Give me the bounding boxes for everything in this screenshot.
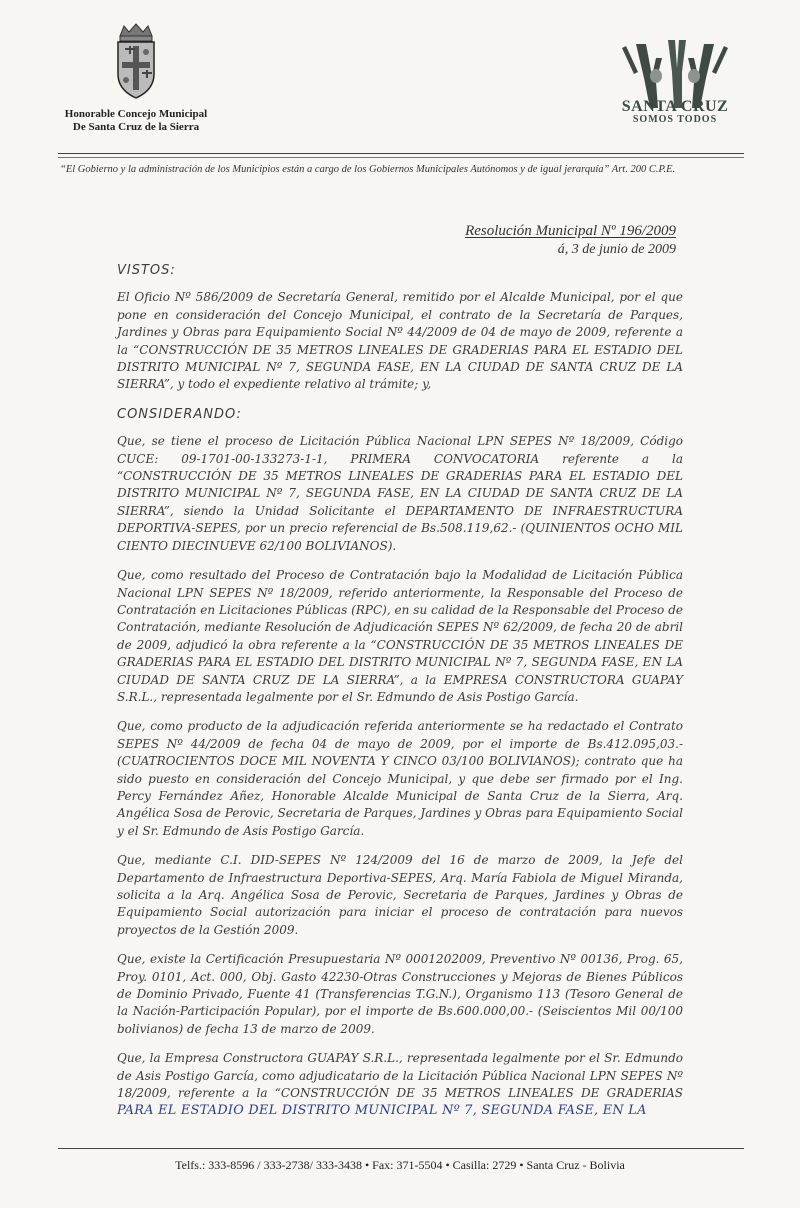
considerando-paragraph-last [117, 1050, 683, 1120]
footer-divider [58, 1148, 744, 1149]
council-name-line2: De Santa Cruz de la Sierra [72, 121, 200, 133]
brand-tagline: SOMOS TODOS [632, 114, 718, 125]
resolution-body [117, 262, 683, 1120]
last-paragraph-tail: PARA EL ESTADIO DEL DISTRITO MUNICIPAL Nº 7, SEGUNDA FASE, EN LA [117, 1103, 647, 1119]
considerando-paragraph: Que, se tiene el proceso de Licitación Pública Nacional LPN SEPES Nº 18/2009, Código CUCE: 09-1701-00-133273-1-1, PRIMERA CONVOCATORIA referente a la “CONSTRUCCIÓN DE 35 METROS LINEALES DE GRADERIAS PARA EL ESTADIO DEL DISTRITO MUNICIPAL Nº 7, SEGUNDA FASE, EN LA CIUDAD DE SANTA CRUZ DE LA SIERRA”, siendo la Unidad Solicitante el DEPARTAMENTO DE INFRAESTRUCTURA DEPORTIVA-SEPES, por un precio referencial de Bs.508.119,62.- (QUINIENTOS OCHO MIL CIENTO DIECINUEVE 62/100 BOLIVIANOS). [117, 434, 683, 553]
council-name [56, 108, 216, 134]
considerando-paragraph: Que, mediante C.I. DID-SEPES Nº 124/2009 del 16 de marzo de 2009, la Jefe del Departamento de Infraestructura Deportiva-SEPES, Arq. María Fabiola de Miguel Miranda, solicita a la Arq. Angélica Sosa de Perovic, Secretaria de Parques, Jardines y Obras de Equipamiento Social autorización para iniciar el proceso de contratación para nuevos proyectos de la Gestión 2009. [117, 853, 683, 937]
vistos-heading: VISTOS: [117, 263, 176, 278]
footer-contact: Telfs.: 333-8596 / 333-2738/ 333-3438 • Fax: 371-5504 • Casilla: 2729 • Santa Cruz - Bolivia [175, 1158, 625, 1172]
santa-cruz-logo [608, 38, 742, 125]
considerando-heading: CONSIDERANDO: [117, 406, 242, 422]
vistos-paragraph: El Oficio Nº 586/2009 de Secretaría General, remitido por el Alcalde Municipal, por el que pone en consideración del Concejo Municipal, el contrato de la Secretaría de Parques, Jardines y Obras para Equipamiento Social Nº 44/2009 de 04 de mayo de 2009, referente a la “CONSTRUCCIÓN DE 35 METROS LINEALES DE GRADERIAS PARA EL ESTADIO DEL DISTRITO MUNICIPAL Nº 7, SEGUNDA FASE, EN LA CIUDAD DE SANTA CRUZ DE LA SIERRA”, y todo el expediente relativo al trámite; y, [117, 290, 683, 392]
considerando-paragraph: Que, como producto de la adjudicación referida anteriormente se ha redactado el Contrato SEPES Nº 44/2009 de fecha 04 de mayo de 2009, por el importe de Bs.412.095,03.- (CUATROCIENTOS DOCE MIL NOVENTA Y CINCO 03/100 BOLIVIANOS); contrato que ha sido puesto en consideración del Concejo Municipal, y que debe ser firmado por el Ing. Percy Fernández Añez, Honorable Alcalde Municipal de Santa Cruz de la Sierra, Arq. Angélica Sosa de Perovic, Secretaria de Parques, Jardines y Obras para Equipamiento Social y el Sr. Edmundo de Asis Postigo García. [117, 719, 683, 838]
header-divider-thin [58, 157, 744, 158]
council-name-line1: Honorable Concejo Municipal [64, 108, 208, 120]
council-header [56, 22, 216, 134]
considerando-paragraph: Que, como resultado del Proceso de Contratación bajo la Modalidad de Licitación Pública Nacional LPN SEPES Nº 18/2009, referido anteriormente, la Responsable del Proceso de Contratación en Licitaciones Públicas (RPC), en su calidad de la Responsable del Proceso de Contratación, mediante Resolución de Adjudicación SEPES Nº 62/2009, de fecha 20 de abril de 2009, adjudicó la obra referente a la “CONSTRUCCIÓN DE 35 METROS LINEALES DE GRADERIAS PARA EL ESTADIO DEL DISTRITO MUNICIPAL Nº 7, SEGUNDA FASE, EN LA CIUDAD DE SANTA CRUZ DE LA SIERRA”, a la EMPRESA CONSTRUCTORA GUAPAY S.R.L., representada legalmente por el Sr. Edmundo de Asis Postigo García. [117, 568, 683, 704]
considerando-paragraph: Que, existe la Certificación Presupuestaria Nº 0001202009, Preventivo Nº 00136, Prog. 65, Proy. 0101, Act. 000, Obj. Gasto 42230-Otras Construcciones y Mejoras de Bienes Públicos de Dominio Privado, Fuente 41 (Transferencias T.G.N.), Organismo 113 (Tesoro General de la Nación-Participación Popular), por el importe de Bs.600.000,00.- (Seiscientos Mil 00/100 bolivianos) de fecha 13 de marzo de 2009. [117, 952, 683, 1036]
brand-name: SANTA CRUZ [621, 98, 729, 115]
constitution-quote: “El Gobierno y la administración de los Municipios están a cargo de los Gobiernos Municipales Autónomos y de igual jerarquía” Art. 200 C.P.E. [60, 164, 676, 175]
header-divider [58, 153, 744, 154]
resolution-date: á, 3 de junio de 2009 [557, 242, 676, 257]
resolution-title: Resolución Municipal Nº 196/2009 [465, 223, 676, 239]
coat-of-arms-icon [110, 22, 162, 102]
last-paragraph-lead: Que, la Empresa Constructora GUAPAY S.R.L., representada legalmente por el Sr. Edmundo de Asis Postigo García, como adjudicatario de la Licitación Pública Nacional LPN SEPES Nº 18/2009, referente a la “CONSTRUCCIÓN DE 35 METROS LINEALES DE GRADERIAS [117, 1051, 683, 1101]
